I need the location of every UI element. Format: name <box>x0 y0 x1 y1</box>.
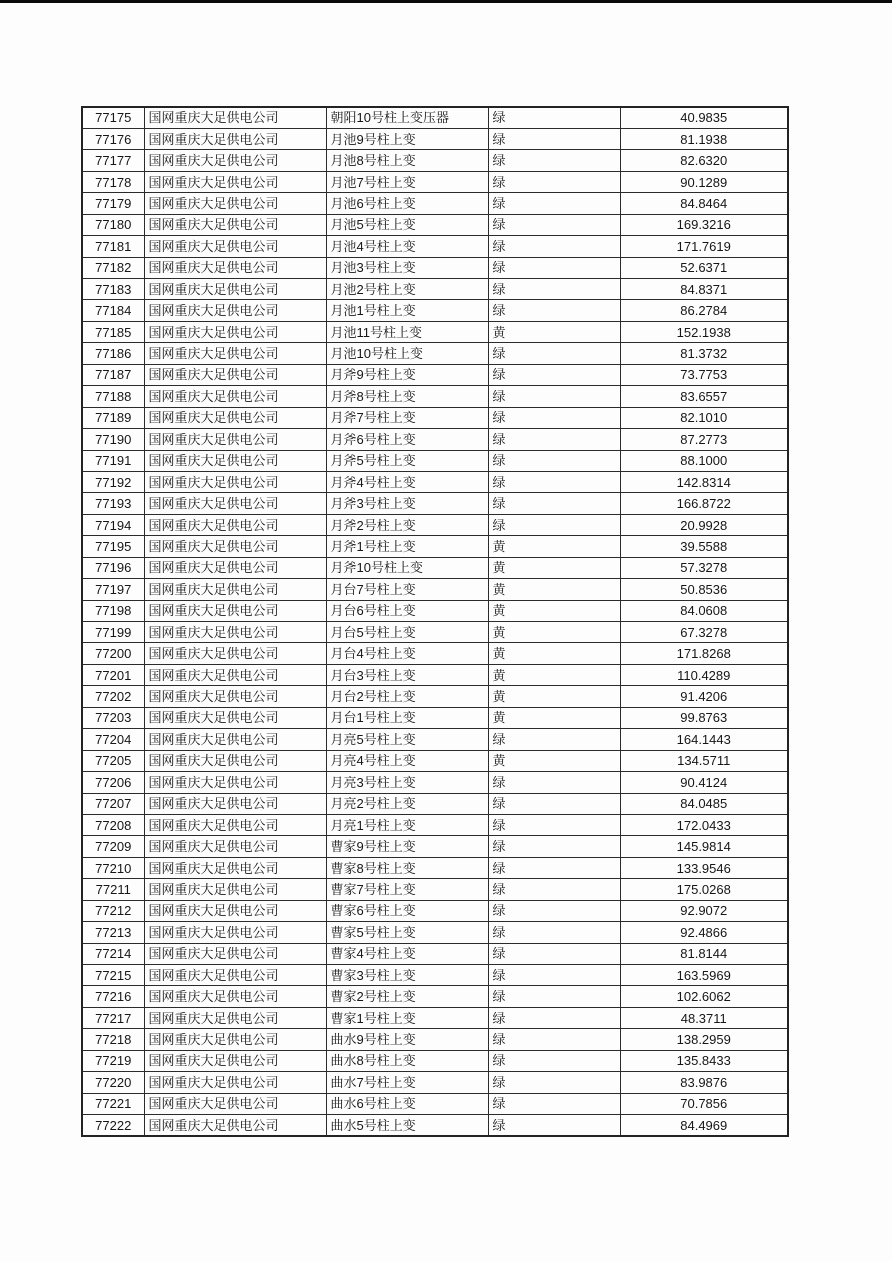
cell-company-name: 国网重庆大足供电公司 <box>144 450 326 471</box>
cell-record-id: 77220 <box>82 1072 144 1093</box>
cell-record-id: 77205 <box>82 750 144 771</box>
cell-record-id: 77191 <box>82 450 144 471</box>
data-table <box>81 106 789 1137</box>
cell-record-id: 77184 <box>82 300 144 321</box>
cell-record-id: 77192 <box>82 471 144 492</box>
cell-record-id: 77176 <box>82 128 144 149</box>
cell-status-color: 绿 <box>488 514 620 535</box>
cell-status-color: 黄 <box>488 536 620 557</box>
cell-device-name: 月斧10号柱上变 <box>326 557 488 578</box>
cell-device-name: 月池6号柱上变 <box>326 193 488 214</box>
cell-company-name: 国网重庆大足供电公司 <box>144 622 326 643</box>
cell-company-name: 国网重庆大足供电公司 <box>144 814 326 835</box>
cell-metric-value: 70.7856 <box>620 1093 788 1114</box>
cell-company-name: 国网重庆大足供电公司 <box>144 536 326 557</box>
table-row <box>82 386 788 407</box>
cell-device-name: 月台5号柱上变 <box>326 622 488 643</box>
cell-metric-value: 171.8268 <box>620 643 788 664</box>
cell-record-id: 77208 <box>82 814 144 835</box>
cell-status-color: 绿 <box>488 193 620 214</box>
cell-status-color: 绿 <box>488 386 620 407</box>
cell-metric-value: 82.6320 <box>620 150 788 171</box>
cell-metric-value: 145.9814 <box>620 836 788 857</box>
cell-metric-value: 39.5588 <box>620 536 788 557</box>
cell-metric-value: 20.9928 <box>620 514 788 535</box>
cell-device-name: 月池11号柱上变 <box>326 321 488 342</box>
cell-company-name: 国网重庆大足供电公司 <box>144 707 326 728</box>
cell-record-id: 77211 <box>82 879 144 900</box>
table-row <box>82 471 788 492</box>
cell-company-name: 国网重庆大足供电公司 <box>144 772 326 793</box>
cell-company-name: 国网重庆大足供电公司 <box>144 150 326 171</box>
cell-device-name: 月亮5号柱上变 <box>326 729 488 750</box>
table-row <box>82 664 788 685</box>
table-row <box>82 1007 788 1028</box>
cell-record-id: 77221 <box>82 1093 144 1114</box>
cell-company-name: 国网重庆大足供电公司 <box>144 1115 326 1136</box>
table-row <box>82 900 788 921</box>
cell-metric-value: 102.6062 <box>620 986 788 1007</box>
cell-record-id: 77185 <box>82 321 144 342</box>
table-row <box>82 729 788 750</box>
cell-company-name: 国网重庆大足供电公司 <box>144 965 326 986</box>
cell-device-name: 月斧7号柱上变 <box>326 407 488 428</box>
table-row <box>82 1093 788 1114</box>
cell-company-name: 国网重庆大足供电公司 <box>144 1029 326 1050</box>
cell-metric-value: 84.8371 <box>620 279 788 300</box>
cell-status-color: 绿 <box>488 986 620 1007</box>
cell-metric-value: 164.1443 <box>620 729 788 750</box>
cell-device-name: 月池10号柱上变 <box>326 343 488 364</box>
cell-company-name: 国网重庆大足供电公司 <box>144 107 326 128</box>
cell-device-name: 月斧6号柱上变 <box>326 429 488 450</box>
cell-metric-value: 142.8314 <box>620 471 788 492</box>
cell-record-id: 77213 <box>82 922 144 943</box>
cell-device-name: 月斧1号柱上变 <box>326 536 488 557</box>
cell-metric-value: 86.2784 <box>620 300 788 321</box>
cell-status-color: 绿 <box>488 814 620 835</box>
cell-metric-value: 81.3732 <box>620 343 788 364</box>
cell-device-name: 曹家1号柱上变 <box>326 1007 488 1028</box>
table-row <box>82 622 788 643</box>
cell-metric-value: 152.1938 <box>620 321 788 342</box>
cell-status-color: 黄 <box>488 321 620 342</box>
table-row <box>82 814 788 835</box>
table-row <box>82 1029 788 1050</box>
cell-record-id: 77217 <box>82 1007 144 1028</box>
cell-metric-value: 166.8722 <box>620 493 788 514</box>
cell-device-name: 月台2号柱上变 <box>326 686 488 707</box>
cell-status-color: 绿 <box>488 1007 620 1028</box>
cell-device-name: 曹家5号柱上变 <box>326 922 488 943</box>
cell-record-id: 77177 <box>82 150 144 171</box>
cell-record-id: 77186 <box>82 343 144 364</box>
table-row <box>82 1115 788 1136</box>
cell-device-name: 月台1号柱上变 <box>326 707 488 728</box>
cell-status-color: 黄 <box>488 686 620 707</box>
cell-record-id: 77181 <box>82 236 144 257</box>
cell-device-name: 曹家8号柱上变 <box>326 857 488 878</box>
cell-device-name: 月斧4号柱上变 <box>326 471 488 492</box>
cell-company-name: 国网重庆大足供电公司 <box>144 686 326 707</box>
cell-metric-value: 90.1289 <box>620 171 788 192</box>
table-row <box>82 300 788 321</box>
cell-metric-value: 57.3278 <box>620 557 788 578</box>
cell-company-name: 国网重庆大足供电公司 <box>144 1072 326 1093</box>
cell-company-name: 国网重庆大足供电公司 <box>144 943 326 964</box>
cell-company-name: 国网重庆大足供电公司 <box>144 857 326 878</box>
cell-record-id: 77209 <box>82 836 144 857</box>
cell-metric-value: 84.0608 <box>620 600 788 621</box>
table-row <box>82 364 788 385</box>
cell-metric-value: 84.4969 <box>620 1115 788 1136</box>
cell-device-name: 曲水7号柱上变 <box>326 1072 488 1093</box>
table-row <box>82 171 788 192</box>
cell-record-id: 77189 <box>82 407 144 428</box>
cell-company-name: 国网重庆大足供电公司 <box>144 257 326 278</box>
cell-record-id: 77180 <box>82 214 144 235</box>
cell-company-name: 国网重庆大足供电公司 <box>144 793 326 814</box>
cell-metric-value: 133.9546 <box>620 857 788 878</box>
cell-metric-value: 135.8433 <box>620 1050 788 1071</box>
cell-record-id: 77206 <box>82 772 144 793</box>
cell-status-color: 绿 <box>488 450 620 471</box>
cell-metric-value: 84.0485 <box>620 793 788 814</box>
cell-status-color: 绿 <box>488 729 620 750</box>
cell-record-id: 77178 <box>82 171 144 192</box>
cell-device-name: 月池9号柱上变 <box>326 128 488 149</box>
cell-status-color: 绿 <box>488 900 620 921</box>
cell-device-name: 月台6号柱上变 <box>326 600 488 621</box>
cell-metric-value: 87.2773 <box>620 429 788 450</box>
cell-record-id: 77198 <box>82 600 144 621</box>
cell-company-name: 国网重庆大足供电公司 <box>144 836 326 857</box>
cell-device-name: 月亮3号柱上变 <box>326 772 488 793</box>
cell-metric-value: 88.1000 <box>620 450 788 471</box>
cell-company-name: 国网重庆大足供电公司 <box>144 193 326 214</box>
cell-status-color: 绿 <box>488 407 620 428</box>
cell-record-id: 77199 <box>82 622 144 643</box>
cell-record-id: 77218 <box>82 1029 144 1050</box>
table-row <box>82 257 788 278</box>
cell-record-id: 77212 <box>82 900 144 921</box>
table-row <box>82 922 788 943</box>
cell-company-name: 国网重庆大足供电公司 <box>144 664 326 685</box>
cell-company-name: 国网重庆大足供电公司 <box>144 879 326 900</box>
cell-device-name: 月斧2号柱上变 <box>326 514 488 535</box>
table-row <box>82 793 788 814</box>
cell-company-name: 国网重庆大足供电公司 <box>144 600 326 621</box>
cell-status-color: 绿 <box>488 279 620 300</box>
cell-company-name: 国网重庆大足供电公司 <box>144 407 326 428</box>
cell-company-name: 国网重庆大足供电公司 <box>144 364 326 385</box>
table-row <box>82 686 788 707</box>
cell-metric-value: 81.8144 <box>620 943 788 964</box>
cell-device-name: 月亮2号柱上变 <box>326 793 488 814</box>
table-row <box>82 750 788 771</box>
cell-status-color: 黄 <box>488 643 620 664</box>
cell-company-name: 国网重庆大足供电公司 <box>144 986 326 1007</box>
cell-metric-value: 134.5711 <box>620 750 788 771</box>
cell-record-id: 77187 <box>82 364 144 385</box>
cell-status-color: 黄 <box>488 707 620 728</box>
cell-status-color: 绿 <box>488 107 620 128</box>
cell-status-color: 绿 <box>488 857 620 878</box>
cell-device-name: 曲水8号柱上变 <box>326 1050 488 1071</box>
cell-record-id: 77201 <box>82 664 144 685</box>
table-row <box>82 493 788 514</box>
cell-device-name: 月台4号柱上变 <box>326 643 488 664</box>
cell-device-name: 月斧9号柱上变 <box>326 364 488 385</box>
cell-device-name: 曹家9号柱上变 <box>326 836 488 857</box>
table-row <box>82 857 788 878</box>
cell-record-id: 77183 <box>82 279 144 300</box>
cell-company-name: 国网重庆大足供电公司 <box>144 557 326 578</box>
cell-device-name: 月池4号柱上变 <box>326 236 488 257</box>
table-row <box>82 107 788 128</box>
cell-company-name: 国网重庆大足供电公司 <box>144 214 326 235</box>
cell-company-name: 国网重庆大足供电公司 <box>144 1093 326 1114</box>
cell-company-name: 国网重庆大足供电公司 <box>144 343 326 364</box>
table-row <box>82 514 788 535</box>
cell-record-id: 77193 <box>82 493 144 514</box>
cell-status-color: 绿 <box>488 343 620 364</box>
table-row <box>82 986 788 1007</box>
cell-company-name: 国网重庆大足供电公司 <box>144 321 326 342</box>
cell-company-name: 国网重庆大足供电公司 <box>144 922 326 943</box>
cell-status-color: 绿 <box>488 128 620 149</box>
table-row <box>82 557 788 578</box>
cell-metric-value: 67.3278 <box>620 622 788 643</box>
table-row <box>82 1050 788 1071</box>
table-row <box>82 707 788 728</box>
cell-device-name: 曲水6号柱上变 <box>326 1093 488 1114</box>
cell-record-id: 77214 <box>82 943 144 964</box>
cell-company-name: 国网重庆大足供电公司 <box>144 1050 326 1071</box>
table-row <box>82 343 788 364</box>
table-row <box>82 836 788 857</box>
table-row <box>82 321 788 342</box>
cell-metric-value: 52.6371 <box>620 257 788 278</box>
cell-status-color: 绿 <box>488 257 620 278</box>
table-row <box>82 879 788 900</box>
table-row <box>82 279 788 300</box>
cell-metric-value: 82.1010 <box>620 407 788 428</box>
cell-record-id: 77175 <box>82 107 144 128</box>
cell-company-name: 国网重庆大足供电公司 <box>144 514 326 535</box>
cell-status-color: 绿 <box>488 1072 620 1093</box>
cell-record-id: 77222 <box>82 1115 144 1136</box>
cell-status-color: 绿 <box>488 236 620 257</box>
table-row <box>82 965 788 986</box>
table-row <box>82 643 788 664</box>
cell-company-name: 国网重庆大足供电公司 <box>144 493 326 514</box>
cell-metric-value: 84.8464 <box>620 193 788 214</box>
cell-device-name: 月斧5号柱上变 <box>326 450 488 471</box>
cell-company-name: 国网重庆大足供电公司 <box>144 750 326 771</box>
cell-device-name: 曹家3号柱上变 <box>326 965 488 986</box>
cell-metric-value: 171.7619 <box>620 236 788 257</box>
cell-record-id: 77210 <box>82 857 144 878</box>
cell-device-name: 月亮4号柱上变 <box>326 750 488 771</box>
cell-status-color: 黄 <box>488 622 620 643</box>
cell-metric-value: 175.0268 <box>620 879 788 900</box>
table-row <box>82 1072 788 1093</box>
cell-company-name: 国网重庆大足供电公司 <box>144 429 326 450</box>
cell-metric-value: 110.4289 <box>620 664 788 685</box>
cell-status-color: 绿 <box>488 1050 620 1071</box>
cell-company-name: 国网重庆大足供电公司 <box>144 643 326 664</box>
cell-company-name: 国网重庆大足供电公司 <box>144 171 326 192</box>
cell-status-color: 绿 <box>488 922 620 943</box>
cell-metric-value: 90.4124 <box>620 772 788 793</box>
table-row <box>82 193 788 214</box>
cell-status-color: 绿 <box>488 879 620 900</box>
table-body <box>82 107 788 1136</box>
cell-device-name: 月池5号柱上变 <box>326 214 488 235</box>
table-row <box>82 128 788 149</box>
cell-device-name: 月台7号柱上变 <box>326 579 488 600</box>
cell-device-name: 月池7号柱上变 <box>326 171 488 192</box>
cell-metric-value: 138.2959 <box>620 1029 788 1050</box>
cell-record-id: 77204 <box>82 729 144 750</box>
cell-record-id: 77219 <box>82 1050 144 1071</box>
table-row <box>82 407 788 428</box>
cell-device-name: 月台3号柱上变 <box>326 664 488 685</box>
cell-company-name: 国网重庆大足供电公司 <box>144 300 326 321</box>
table-row <box>82 450 788 471</box>
cell-metric-value: 172.0433 <box>620 814 788 835</box>
table-row <box>82 429 788 450</box>
cell-record-id: 77196 <box>82 557 144 578</box>
cell-metric-value: 81.1938 <box>620 128 788 149</box>
cell-record-id: 77179 <box>82 193 144 214</box>
cell-company-name: 国网重庆大足供电公司 <box>144 279 326 300</box>
cell-status-color: 绿 <box>488 1115 620 1136</box>
cell-company-name: 国网重庆大足供电公司 <box>144 729 326 750</box>
cell-status-color: 绿 <box>488 429 620 450</box>
cell-metric-value: 83.9876 <box>620 1072 788 1093</box>
cell-record-id: 77182 <box>82 257 144 278</box>
cell-status-color: 黄 <box>488 750 620 771</box>
cell-device-name: 曹家4号柱上变 <box>326 943 488 964</box>
cell-company-name: 国网重庆大足供电公司 <box>144 900 326 921</box>
cell-metric-value: 99.8763 <box>620 707 788 728</box>
cell-status-color: 绿 <box>488 1093 620 1114</box>
table-row <box>82 579 788 600</box>
cell-device-name: 月池1号柱上变 <box>326 300 488 321</box>
cell-metric-value: 92.9072 <box>620 900 788 921</box>
document-page <box>81 106 789 1137</box>
table-row <box>82 600 788 621</box>
cell-record-id: 77190 <box>82 429 144 450</box>
cell-metric-value: 92.4866 <box>620 922 788 943</box>
cell-status-color: 绿 <box>488 150 620 171</box>
table-row <box>82 536 788 557</box>
cell-record-id: 77215 <box>82 965 144 986</box>
top-edge-bar <box>0 0 892 3</box>
cell-status-color: 绿 <box>488 943 620 964</box>
cell-status-color: 绿 <box>488 793 620 814</box>
table-row <box>82 150 788 171</box>
cell-device-name: 曹家2号柱上变 <box>326 986 488 1007</box>
cell-device-name: 曹家6号柱上变 <box>326 900 488 921</box>
cell-device-name: 月池2号柱上变 <box>326 279 488 300</box>
cell-device-name: 月斧3号柱上变 <box>326 493 488 514</box>
cell-status-color: 黄 <box>488 579 620 600</box>
cell-record-id: 77202 <box>82 686 144 707</box>
cell-record-id: 77203 <box>82 707 144 728</box>
cell-company-name: 国网重庆大足供电公司 <box>144 579 326 600</box>
cell-metric-value: 50.8536 <box>620 579 788 600</box>
cell-metric-value: 40.9835 <box>620 107 788 128</box>
cell-company-name: 国网重庆大足供电公司 <box>144 1007 326 1028</box>
cell-status-color: 黄 <box>488 600 620 621</box>
cell-metric-value: 48.3711 <box>620 1007 788 1028</box>
cell-metric-value: 163.5969 <box>620 965 788 986</box>
table-row <box>82 214 788 235</box>
cell-record-id: 77195 <box>82 536 144 557</box>
cell-company-name: 国网重庆大足供电公司 <box>144 236 326 257</box>
cell-metric-value: 169.3216 <box>620 214 788 235</box>
cell-record-id: 77197 <box>82 579 144 600</box>
cell-status-color: 绿 <box>488 364 620 385</box>
cell-status-color: 绿 <box>488 965 620 986</box>
cell-status-color: 黄 <box>488 557 620 578</box>
cell-device-name: 月斧8号柱上变 <box>326 386 488 407</box>
cell-record-id: 77216 <box>82 986 144 1007</box>
cell-company-name: 国网重庆大足供电公司 <box>144 128 326 149</box>
table-row <box>82 943 788 964</box>
cell-device-name: 月池8号柱上变 <box>326 150 488 171</box>
cell-metric-value: 83.6557 <box>620 386 788 407</box>
cell-record-id: 77200 <box>82 643 144 664</box>
cell-device-name: 曹家7号柱上变 <box>326 879 488 900</box>
cell-status-color: 绿 <box>488 171 620 192</box>
cell-status-color: 绿 <box>488 493 620 514</box>
cell-device-name: 曲水9号柱上变 <box>326 1029 488 1050</box>
cell-status-color: 绿 <box>488 1029 620 1050</box>
cell-status-color: 绿 <box>488 772 620 793</box>
cell-status-color: 绿 <box>488 300 620 321</box>
cell-metric-value: 91.4206 <box>620 686 788 707</box>
cell-device-name: 曲水5号柱上变 <box>326 1115 488 1136</box>
cell-record-id: 77207 <box>82 793 144 814</box>
cell-device-name: 月池3号柱上变 <box>326 257 488 278</box>
cell-device-name: 朝阳10号柱上变压器 <box>326 107 488 128</box>
cell-device-name: 月亮1号柱上变 <box>326 814 488 835</box>
cell-record-id: 77188 <box>82 386 144 407</box>
cell-metric-value: 73.7753 <box>620 364 788 385</box>
cell-record-id: 77194 <box>82 514 144 535</box>
table-row <box>82 772 788 793</box>
cell-status-color: 黄 <box>488 664 620 685</box>
cell-company-name: 国网重庆大足供电公司 <box>144 386 326 407</box>
cell-status-color: 绿 <box>488 214 620 235</box>
cell-status-color: 绿 <box>488 471 620 492</box>
cell-company-name: 国网重庆大足供电公司 <box>144 471 326 492</box>
table-row <box>82 236 788 257</box>
cell-status-color: 绿 <box>488 836 620 857</box>
